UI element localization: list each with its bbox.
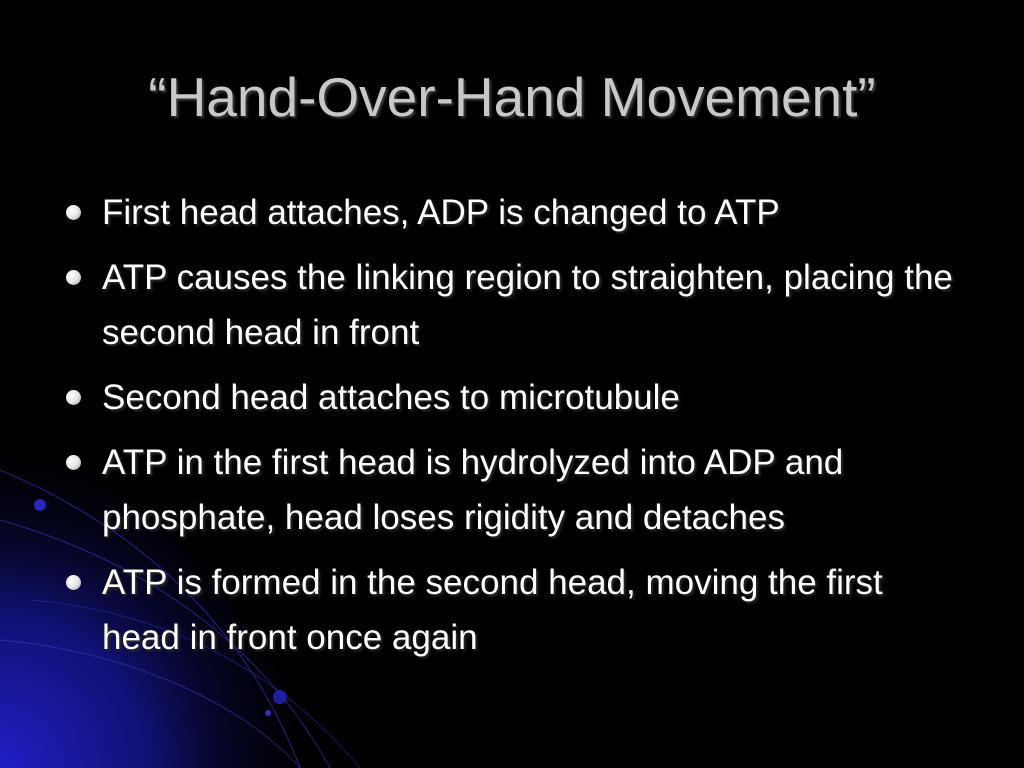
slide-title: “Hand-Over-Hand Movement” bbox=[148, 66, 876, 128]
decor-dot bbox=[273, 690, 287, 704]
decor-dot bbox=[34, 499, 46, 511]
bullet-text: ATP causes the linking region to straighten, placing the second head in front bbox=[102, 258, 953, 352]
bullet-dot-icon bbox=[66, 270, 81, 285]
bullet-dot-icon bbox=[66, 575, 81, 590]
bullet-dot-icon bbox=[66, 390, 81, 405]
bullet-dot-icon bbox=[66, 455, 81, 470]
bullet-item bbox=[60, 370, 960, 425]
bullet-text: First head attaches, ADP is changed to ATP bbox=[102, 193, 780, 232]
bullet-item bbox=[60, 555, 960, 665]
bullet-text: Second head attaches to microtubule bbox=[102, 378, 680, 417]
bullet-dot-icon bbox=[66, 205, 81, 220]
bullet-text: ATP in the first head is hydrolyzed into ADP and phosphate, head loses rigidity and detaches bbox=[102, 443, 844, 537]
bullet-text: ATP is formed in the second head, moving the first head in front once again bbox=[102, 563, 883, 657]
bullet-item bbox=[60, 185, 960, 240]
bullet-list bbox=[60, 185, 960, 675]
bullet-item bbox=[60, 435, 960, 545]
decor-dot bbox=[265, 710, 271, 716]
bullet-item bbox=[60, 250, 960, 360]
